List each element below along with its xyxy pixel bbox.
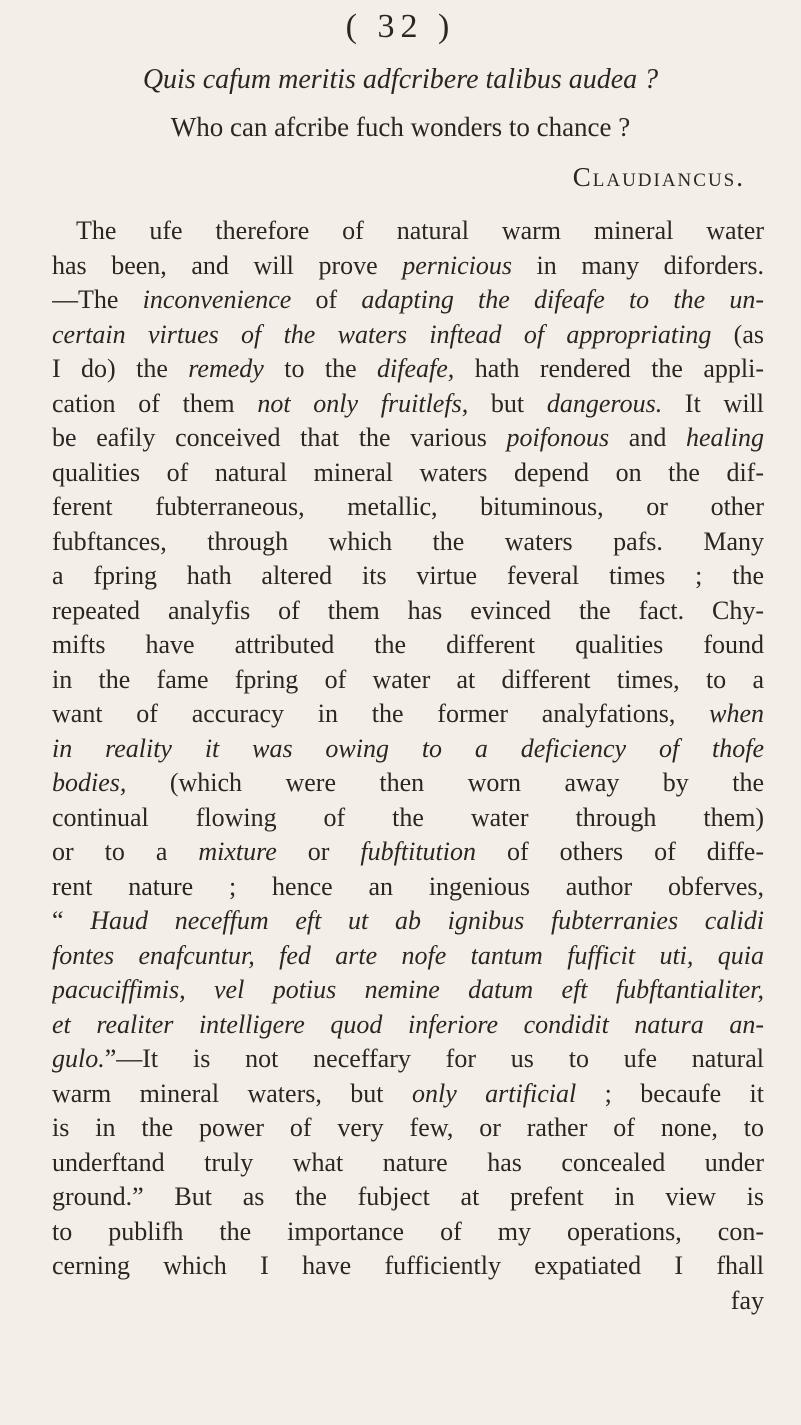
italic-phrase: not only fruitlefs, — [257, 388, 469, 418]
text-run: fubftances, through which the waters pafs. Many — [52, 526, 764, 556]
text-run: continual flowing of the water through them) — [52, 802, 764, 832]
text-line — [52, 732, 764, 767]
italic-phrase: in reality it was owing to a deficiency of thofe — [52, 733, 764, 763]
italic-phrase: poifonous — [506, 423, 610, 452]
text-run: be eafily conceived that the various — [52, 423, 507, 452]
text-run: in the fame fpring of water at different times, to a — [52, 664, 764, 694]
text-line — [52, 594, 764, 629]
text-run: (as — [711, 319, 764, 349]
italic-phrase: fontes enafcuntur, fed arte nofe tantum fufficit uti, quia — [52, 940, 764, 970]
text-run: but — [468, 388, 547, 418]
catchword: fay — [730, 1285, 764, 1315]
italic-phrase: pacuciffimis, vel potius nemine datum eft fubftantialiter, — [52, 975, 764, 1004]
text-line — [52, 525, 764, 560]
text-line — [52, 387, 764, 422]
text-run: qualities of natural mineral waters depend on the dif- — [52, 457, 764, 487]
text-run: and — [609, 423, 687, 452]
text-run: I do) the — [52, 354, 189, 383]
text-run: or to a — [52, 837, 199, 866]
italic-phrase: Haud neceffum eft ut ab ignibus fubterranies calidi — [90, 906, 764, 935]
text-line — [52, 628, 764, 663]
text-line — [52, 870, 764, 905]
text-line — [52, 904, 764, 939]
text-run: ground.” But as the fubject at prefent in view is — [52, 1182, 764, 1211]
text-line — [52, 283, 764, 318]
text-run: (which were then worn away by the — [126, 768, 764, 797]
text-line — [52, 1042, 764, 1077]
italic-phrase: pernicious — [402, 250, 512, 280]
text-line — [52, 766, 764, 801]
text-run: cation of them — [52, 388, 258, 418]
text-run: underftand truly what nature has concealed under — [52, 1147, 764, 1177]
body-text — [52, 214, 764, 1318]
text-run: ; becaufe it — [576, 1078, 764, 1108]
italic-phrase: when — [709, 699, 764, 728]
text-line — [52, 318, 764, 353]
text-line — [52, 697, 764, 732]
italic-phrase: gulo. — [52, 1044, 105, 1073]
text-run: cerning which I have fufficiently expatiated I fhall — [52, 1251, 764, 1280]
text-line — [52, 1111, 764, 1146]
text-line — [52, 249, 764, 284]
text-line — [52, 1077, 764, 1112]
text-line — [52, 352, 764, 387]
text-run: of — [291, 285, 362, 314]
text-run: in many diforders. — [511, 250, 764, 280]
text-line — [52, 421, 764, 456]
text-run: has been, and will prove — [52, 250, 403, 280]
italic-phrase: fubftitution — [360, 837, 476, 866]
text-line — [52, 1180, 764, 1215]
text-run: ”—It is not neceffary for us to ufe natural — [104, 1044, 764, 1073]
italic-phrase: certain virtues of the waters inftead of appropriating — [52, 319, 712, 349]
italic-phrase: dangerous. — [546, 388, 663, 418]
text-run: “ — [52, 906, 91, 935]
text-run: is in the power of very few, or rather of none, to — [52, 1113, 764, 1142]
text-run: —The — [52, 285, 143, 314]
text-run: a fpring hath altered its virtue feveral times ; the — [52, 561, 764, 590]
italic-phrase: difeafe, — [377, 354, 455, 383]
italic-phrase: mixture — [198, 837, 277, 866]
text-line — [52, 1215, 764, 1250]
text-line — [52, 939, 764, 974]
catchword-line — [52, 1284, 764, 1319]
italic-phrase: adapting the difeafe to the un- — [361, 285, 764, 314]
text-line — [52, 973, 764, 1008]
text-line — [52, 456, 764, 491]
text-run: The ufe therefore of natural warm mineral water — [76, 216, 764, 245]
epigraph-author: Claudiancus. — [572, 162, 745, 192]
text-run: repeated analyfis of them has evinced the fact. Chy- — [52, 595, 764, 625]
italic-phrase: inconvenience — [142, 285, 292, 314]
text-line — [52, 835, 764, 870]
text-line — [52, 559, 764, 594]
text-run: to publifh the importance of my operations, con- — [52, 1216, 764, 1246]
text-run: warm mineral waters, but — [52, 1078, 412, 1108]
epigraph-translation: Who can afcribe fuch wonders to chance ? — [170, 112, 631, 142]
text-run: of others of diffe- — [476, 837, 764, 866]
italic-phrase: et realiter intelligere quod inferiore condidit natura an- — [52, 1009, 764, 1039]
page-number: ( 32 ) — [345, 8, 456, 45]
text-run: want of accuracy in the former analyfations, — [52, 699, 710, 728]
italic-phrase: bodies, — [52, 768, 127, 797]
text-line — [52, 1249, 764, 1284]
text-run: to the — [263, 354, 378, 383]
text-run: It will — [662, 388, 764, 418]
text-line — [52, 490, 764, 525]
italic-phrase: remedy — [188, 354, 264, 383]
text-line — [52, 1008, 764, 1043]
epigraph-latin: Quis cafum meritis adfcribere talibus audea ? — [142, 64, 659, 95]
text-line — [52, 801, 764, 836]
italic-phrase: only artificial — [411, 1078, 577, 1108]
text-run: hath rendered the appli- — [454, 354, 764, 383]
text-run: mifts have attributed the different qualities found — [52, 630, 764, 659]
italic-phrase: healing — [686, 423, 764, 452]
text-line — [52, 214, 764, 249]
text-run: ferent fubterraneous, metallic, bituminous, or other — [52, 492, 764, 521]
text-line — [52, 1146, 764, 1181]
text-run: rent nature ; hence an ingenious author obferves, — [52, 871, 764, 901]
text-line — [52, 663, 764, 698]
text-run: or — [276, 837, 361, 866]
